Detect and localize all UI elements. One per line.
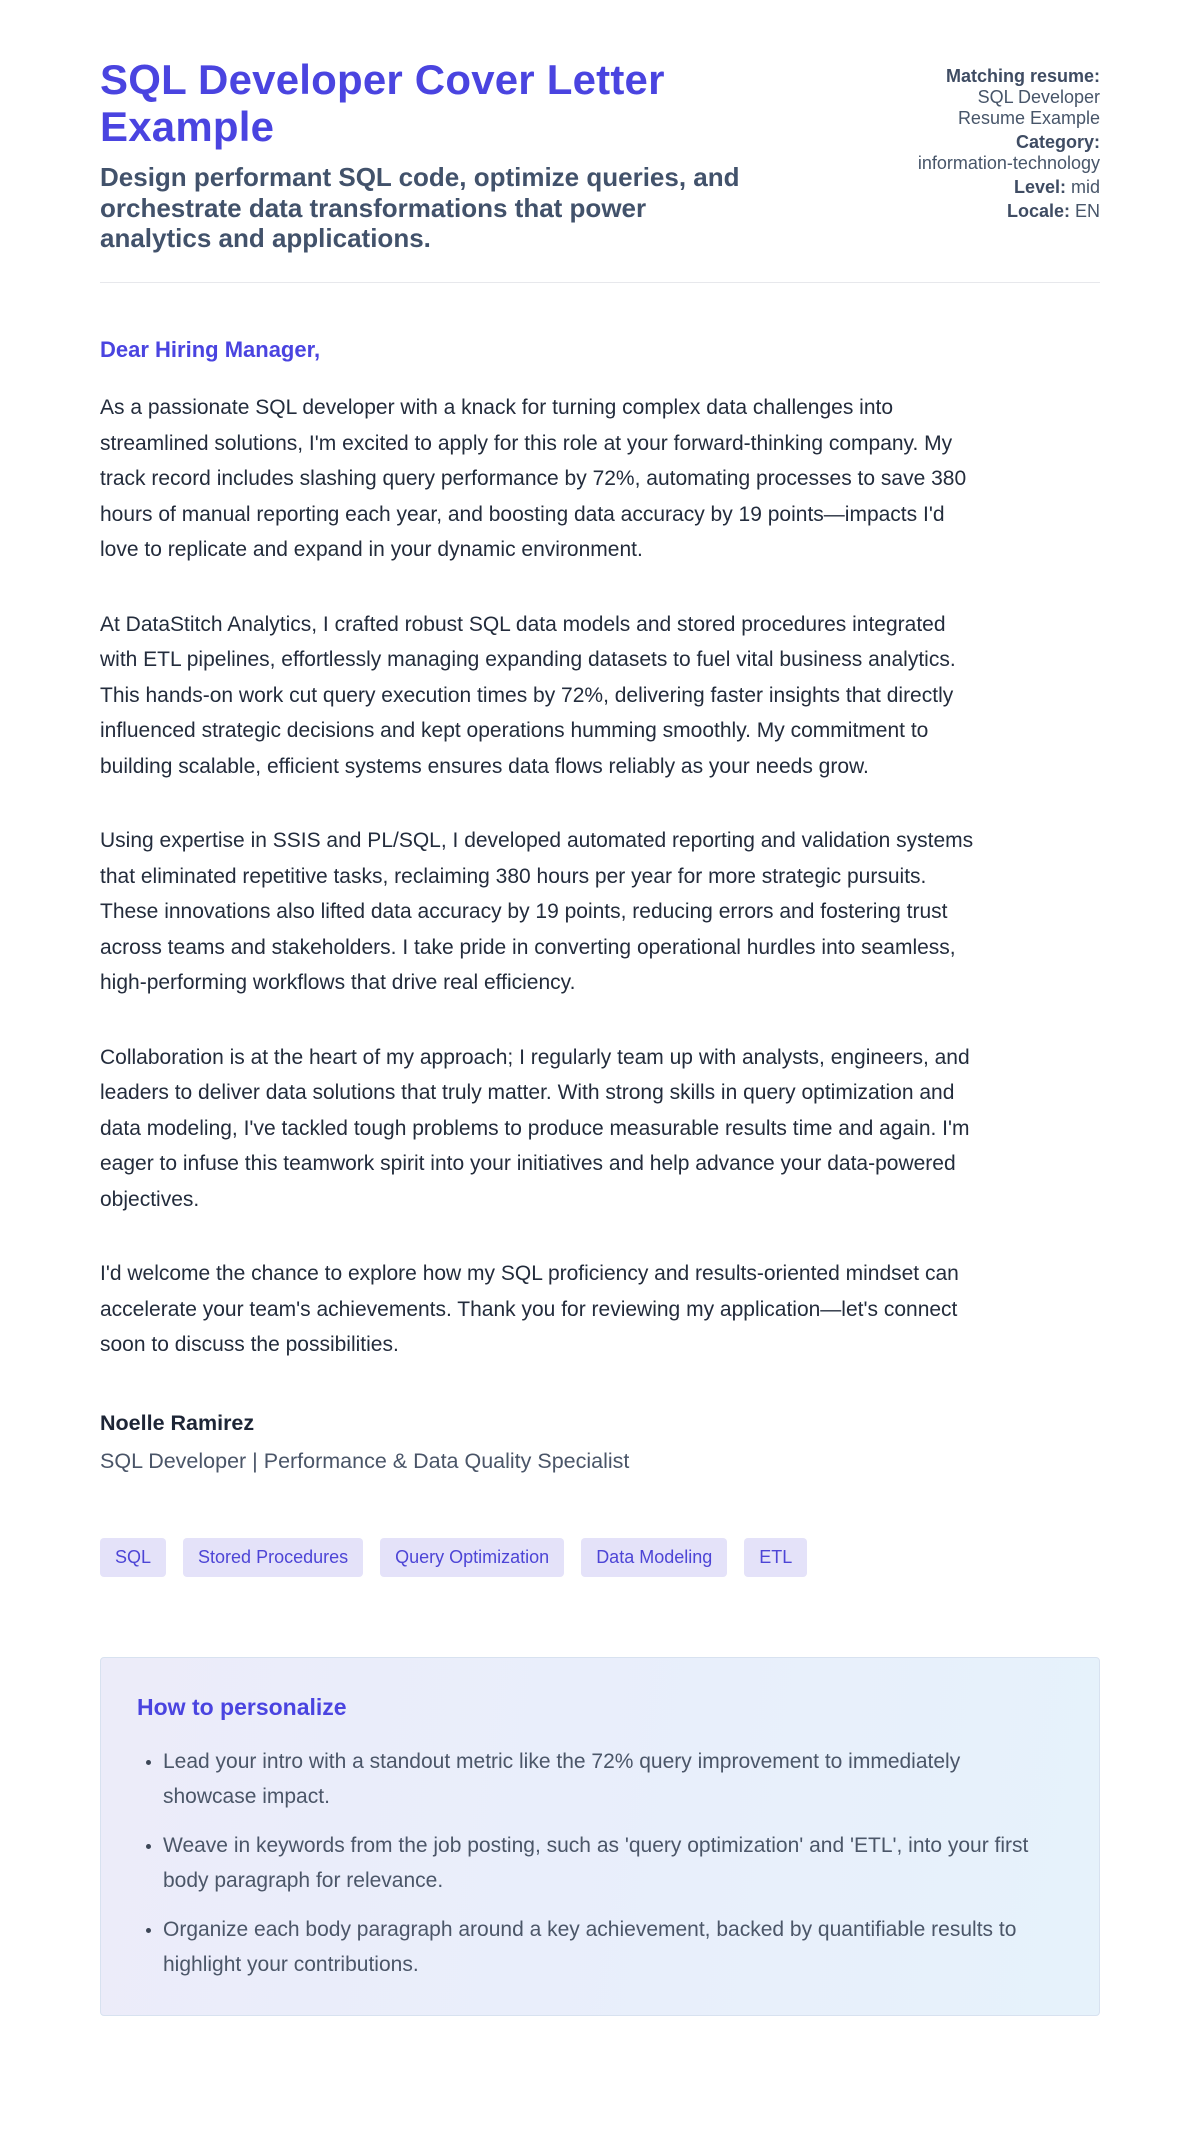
letter-paragraph-4: Collaboration is at the heart of my approach; I regularly team up with analysts, engineers, and leaders to deliver data solutions that truly matter. With strong skills in query optimization and data modeling, I've tackled tough problems to produce measurable results time and again. I'm eager to infuse this teamwork spirit into your initiatives and help advance your data-powered objectives. [100, 1045, 970, 1211]
meta-matching-resume-value: SQL Developer Resume Example [957, 87, 1100, 128]
letter-paragraph-3: Using expertise in SSIS and PL/SQL, I developed automated reporting and validation systems that eliminated repetitive tasks, reclaiming 380 hours per year for more strategic pursuits. These innovations also lifted data accuracy by 19 points, reducing errors and fostering trust across teams and stakeholders. I take pride in converting operational hurdles into seamless, high-performing workflows that drive real efficiency. [100, 829, 974, 995]
meta-category [915, 132, 1100, 174]
meta-locale-label: Locale: [1006, 201, 1070, 221]
letter-paragraph-2: At DataStitch Analytics, I crafted robust SQL data models and stored procedures integrated with ETL pipelines, effortlessly managing expanding datasets to fuel vital business analytics. This hands-on work cut query execution times by 72%, delivering faster insights that directly influenced strategic decisions and kept operations humming smoothly. My commitment to building scalable, efficient systems ensures data flows reliably as your needs grow. [100, 612, 956, 778]
letter-body [100, 333, 1100, 1476]
page-subtitle: Design performant SQL code, optimize queries, and orchestrate data transformations that power analytics and applications. [100, 162, 740, 254]
meta-level-label: Level: [1013, 177, 1066, 197]
tips-heading: How to personalize [137, 1693, 347, 1720]
skill-tag-data-modeling: Data Modeling [581, 1538, 727, 1577]
letter-signature [100, 1408, 1100, 1476]
tip-item-1: • Lead your intro with a standout metric like the 72% query improvement to immediately showcase impact. [163, 1744, 1043, 1815]
letter-greeting: Dear Hiring Manager, [100, 337, 321, 363]
meta-locale-value: EN [1074, 201, 1100, 221]
skill-tag-sql: SQL [100, 1538, 166, 1577]
page-header [100, 56, 1100, 254]
skill-tag-stored-procedures: Stored Procedures [183, 1538, 363, 1577]
resume-meta-panel [915, 66, 1100, 254]
skill-tag-etl: ETL [744, 1538, 807, 1577]
meta-matching-resume [915, 66, 1100, 129]
letter-paragraph-5: I'd welcome the chance to explore how my SQL proficiency and results-oriented mindset can accelerate your team's achievements. Thank you for reviewing my application—let's connect soon to discuss the possibilities. [100, 1262, 959, 1357]
page-title: SQL Developer Cover Letter Example [100, 56, 665, 151]
skill-tag-list [100, 1538, 1100, 1577]
cover-letter-page [100, 0, 1100, 2076]
letter-paragraph-1: As a passionate SQL developer with a knack for turning complex data challenges into streamlined solutions, I'm excited to apply for this role at your forward-thinking company. My track record includes slashing query performance by 72%, automating processes to save 380 hours of manual reporting each year, and boosting data accuracy by 19 points—impacts I'd love to replicate and expand in your dynamic environment. [100, 396, 967, 562]
meta-matching-resume-label: Matching resume: [945, 66, 1100, 86]
meta-category-label: Category: [1015, 132, 1100, 152]
tips-list [137, 1744, 1063, 1983]
header-divider [100, 282, 1100, 283]
meta-category-value: information-technology [917, 153, 1100, 173]
meta-locale [915, 201, 1100, 222]
how-to-personalize-box [100, 1657, 1100, 2016]
tip-item-3: • Organize each body paragraph around a key achievement, backed by quantifiable results to highlight your contributions. [163, 1912, 1043, 1983]
meta-level [915, 177, 1100, 198]
signature-name: Noelle Ramirez [100, 1410, 255, 1435]
signature-role: SQL Developer | Performance & Data Quality Specialist [100, 1448, 630, 1473]
skill-tag-query-optimization: Query Optimization [380, 1538, 564, 1577]
header-title-block [100, 56, 915, 254]
meta-level-value: mid [1070, 177, 1100, 197]
tip-item-2: • Weave in keywords from the job posting, such as 'query optimization' and 'ETL', into your first body paragraph for relevance. [163, 1828, 1043, 1899]
